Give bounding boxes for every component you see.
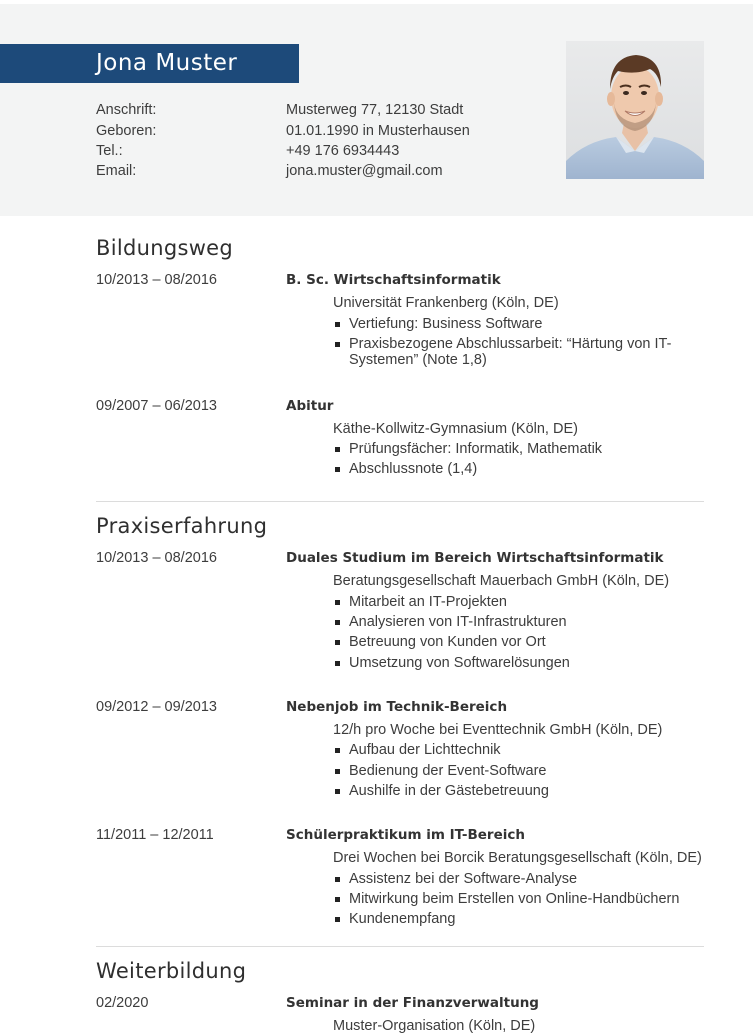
bullet-item: Kundenempfang	[333, 911, 703, 927]
contact-label: Geboren:	[96, 123, 157, 139]
section-title-praxiserfahrung: Praxiserfahrung	[96, 514, 268, 538]
section-title-bildungsweg: Bildungsweg	[96, 236, 234, 260]
contact-value: 01.01.1990 in Musterhausen	[286, 123, 470, 139]
contact-value: +49 176 6934443	[286, 143, 400, 159]
portrait-image	[566, 41, 704, 179]
entry-title: Duales Studium im Bereich Wirtschaftsinformatik	[286, 550, 664, 566]
bullet-item: Praxisbezogene Abschlussarbeit: “Härtung von IT-Systemen” (Note 1,8)	[333, 336, 703, 368]
bullet-item: Analysieren von IT-Infrastrukturen	[333, 614, 703, 630]
entry-title: Seminar in der Finanzverwaltung	[286, 995, 539, 1011]
bullet-item: Bedienung der Event-Software	[333, 763, 703, 779]
bullet-item: Betreuung von Kunden vor Ort	[333, 634, 703, 650]
entry-org: Beratungsgesellschaft Mauerbach GmbH (Köln, DE)	[333, 573, 670, 589]
applicant-name: Jona Muster	[96, 50, 238, 76]
entry-org: Universität Frankenberg (Köln, DE)	[333, 295, 559, 311]
bullet-item: Aufbau der Lichttechnik	[333, 742, 703, 758]
entry-date: 02/2020	[96, 995, 149, 1011]
contact-label: Email:	[96, 163, 137, 179]
entry-date: 09/2012 – 09/2013	[96, 699, 217, 715]
bullet-item: Vertiefung: Business Software	[333, 316, 703, 332]
bullet-item: Prüfungsfächer: Informatik, Mathematik	[333, 441, 703, 457]
entry-date: 11/2011 – 12/2011	[96, 827, 214, 843]
entry-title: Nebenjob im Technik-Bereich	[286, 699, 508, 715]
contact-label: Tel.:	[96, 143, 123, 159]
section-divider	[96, 501, 704, 502]
bullet-item: Umsetzung von Softwarelösungen	[333, 655, 703, 671]
entry-date: 09/2007 – 06/2013	[96, 398, 217, 414]
contact-label: Anschrift:	[96, 102, 157, 118]
contact-value: Musterweg 77, 12130 Stadt	[286, 102, 464, 118]
entry-org: 12/h pro Woche bei Eventtechnik GmbH (Köln, DE)	[333, 722, 663, 738]
entry-org: Muster-Organisation (Köln, DE)	[333, 1018, 536, 1034]
entry-title: B. Sc. Wirtschaftsinformatik	[286, 272, 501, 288]
entry-title: Schülerpraktikum im IT-Bereich	[286, 827, 525, 843]
entry-org: Käthe-Kollwitz-Gymnasium (Köln, DE)	[333, 421, 578, 437]
bullet-item: Mitwirkung beim Erstellen von Online-Handbüchern	[333, 891, 703, 907]
section-divider	[96, 946, 704, 947]
profile-photo	[566, 41, 704, 179]
bullet-item: Assistenz bei der Software-Analyse	[333, 871, 703, 887]
entry-date: 10/2013 – 08/2016	[96, 272, 217, 288]
bullet-item: Aushilfe in der Gästebetreuung	[333, 783, 703, 799]
contact-value: jona.muster@gmail.com	[286, 163, 443, 179]
bullet-item: Abschlussnote (1,4)	[333, 461, 703, 477]
entry-org: Drei Wochen bei Borcik Beratungsgesellschaft (Köln, DE)	[333, 850, 702, 866]
section-title-weiterbildung: Weiterbildung	[96, 959, 247, 983]
entry-date: 10/2013 – 08/2016	[96, 550, 217, 566]
entry-title: Abitur	[286, 398, 334, 414]
bullet-item: Mitarbeit an IT-Projekten	[333, 594, 703, 610]
